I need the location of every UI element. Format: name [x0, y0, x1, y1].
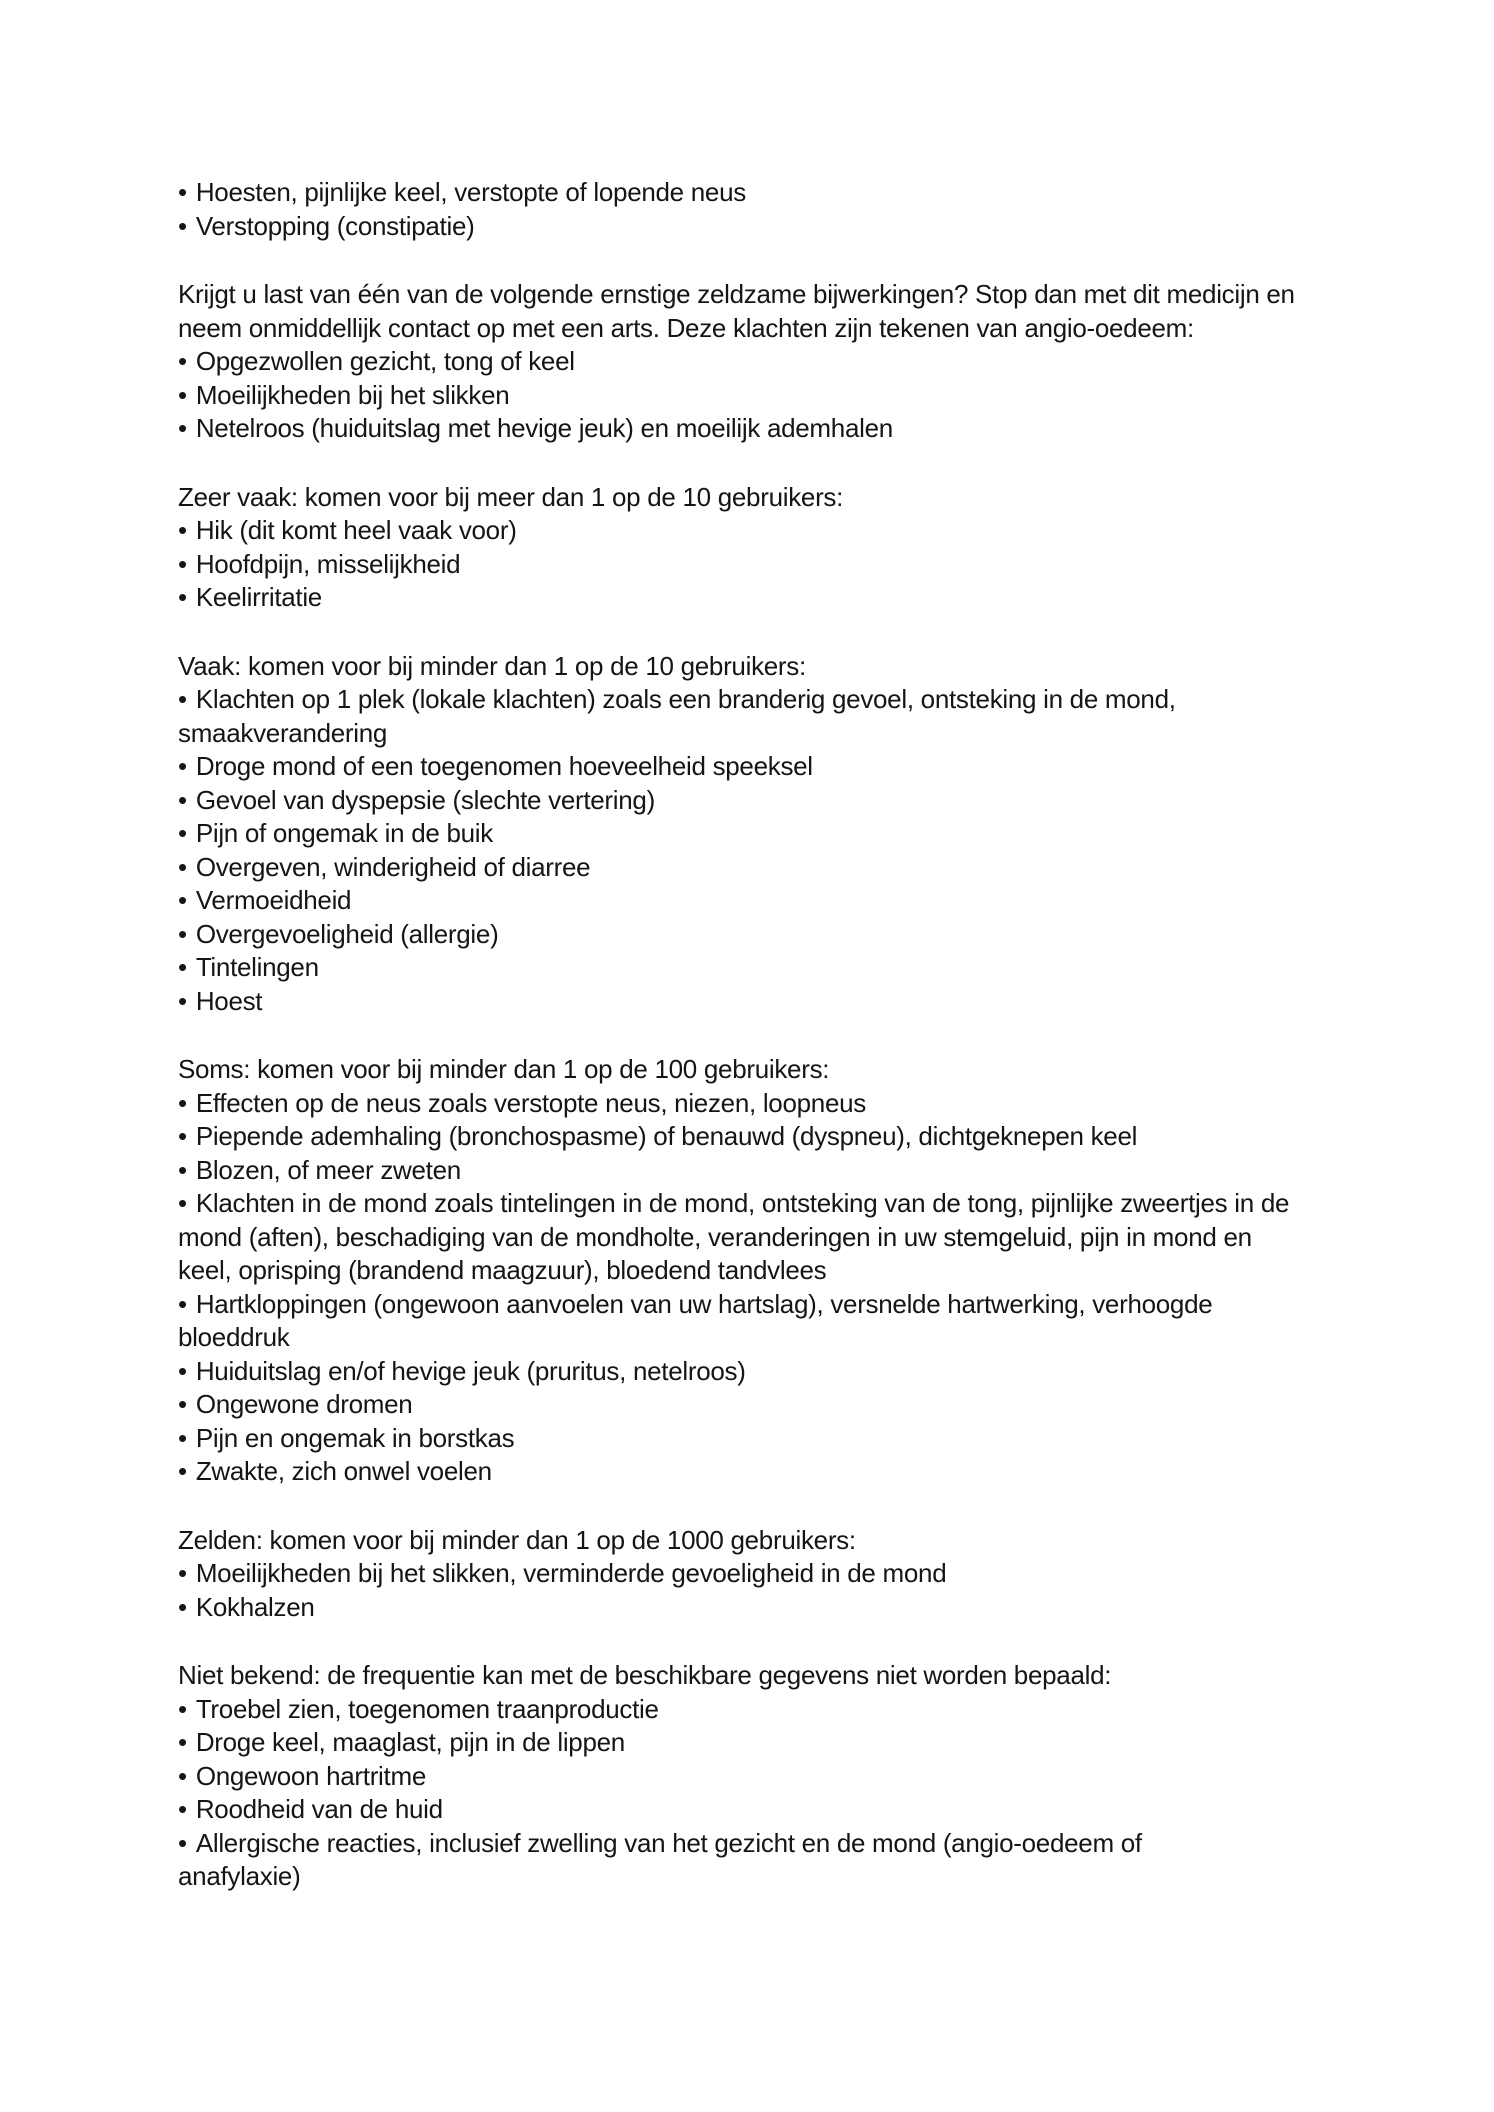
bullet-text: Vermoeidheid — [195, 885, 352, 915]
section-vaak — [178, 650, 1434, 1019]
bullet-line — [178, 581, 1434, 615]
bullet-line — [178, 884, 1434, 918]
section-niet-bekend — [178, 1659, 1434, 1894]
bullet-line — [178, 1557, 1434, 1591]
bullet-marker-icon: • — [178, 851, 187, 882]
bullet-text: Hartkloppingen (ongewoon aanvoelen van uw hartslag), versnelde hartwerking, verhoogde — [195, 1288, 1213, 1319]
bullet-marker-icon: • — [178, 210, 187, 241]
bullet-text: Klachten op 1 plek (lokale klachten) zoals een branderig gevoel, ontsteking in de mond, — [195, 684, 1176, 714]
text-line: neem onmiddellijk contact op met een arts. Deze klachten zijn tekenen van angio-oedeem: — [178, 312, 1194, 343]
bullet-text: Droge keel, maaglast, pijn in de lippen — [195, 1727, 625, 1757]
bullet-text: Gevoel van dyspepsie (slechte vertering) — [195, 784, 655, 815]
bullet-marker-icon: • — [178, 818, 187, 848]
bullet-line — [178, 379, 1434, 413]
bullet-marker-icon: • — [178, 1760, 187, 1791]
bullet-marker-icon: • — [178, 548, 187, 579]
bullet-marker-icon: • — [178, 885, 187, 915]
bullet-marker-icon: • — [178, 985, 187, 1016]
bullet-line — [178, 1793, 1434, 1827]
bullet-text: Moeilijkheden bij het slikken — [195, 379, 510, 410]
bullet-line — [178, 1455, 1434, 1489]
text-line: Zeer vaak: komen voor bij meer dan 1 op de 10 gebruikers: — [178, 481, 844, 512]
bullet-marker-icon: • — [178, 346, 187, 376]
bullet-marker-icon: • — [178, 413, 187, 443]
section-zeer-vaak — [178, 481, 1434, 615]
bullet-line — [178, 1288, 1434, 1322]
bullet-text: Hoest — [195, 985, 263, 1016]
bullet-text: Effecten op de neus zoals verstopte neus, niezen, loopneus — [195, 1087, 866, 1118]
bullet-line — [178, 951, 1434, 985]
bullet-text: Pijn of ongemak in de buik — [195, 818, 493, 848]
text-line: Soms: komen voor bij minder dan 1 op de 100 gebruikers: — [178, 1054, 830, 1084]
bullet-line — [178, 176, 1434, 210]
bullet-line — [178, 985, 1434, 1019]
bullet-marker-icon: • — [178, 1288, 187, 1319]
text-line: Zelden: komen voor bij minder dan 1 op de 1000 gebruikers: — [178, 1524, 856, 1555]
bullet-line — [178, 412, 1434, 446]
text-line: bloeddruk — [178, 1322, 290, 1352]
section-soms — [178, 1053, 1434, 1489]
bullet-text: Piepende ademhaling (bronchospasme) of benauwd (dyspneu), dichtgeknepen keel — [195, 1121, 1138, 1151]
text-line: Vaak: komen voor bij minder dan 1 op de 10 gebruikers: — [178, 650, 806, 681]
text-line: Niet bekend: de frequentie kan met de beschikbare gegevens niet worden bepaald: — [178, 1660, 1112, 1690]
bullet-text: Kokhalzen — [195, 1591, 315, 1622]
bullet-text: Allergische reacties, inclusief zwelling van het gezicht en de mond (angio-oedeem of — [195, 1827, 1142, 1858]
bullet-line — [178, 1693, 1434, 1727]
bullet-text: Ongewoon hartritme — [195, 1760, 426, 1791]
bullet-line — [178, 1591, 1434, 1625]
bullet-text: Ongewone dromen — [195, 1389, 413, 1419]
bullet-marker-icon: • — [178, 1422, 187, 1453]
bullet-text: Moeilijkheden bij het slikken, verminderde gevoeligheid in de mond — [195, 1558, 947, 1588]
bullet-line — [178, 514, 1434, 548]
bullet-line — [178, 784, 1434, 818]
bullet-text: Verstopping (constipatie) — [195, 210, 475, 241]
bullet-line — [178, 1726, 1434, 1760]
bullet-line — [178, 851, 1434, 885]
bullet-marker-icon: • — [178, 1188, 187, 1218]
bullet-line — [178, 210, 1434, 244]
bullet-marker-icon: • — [178, 751, 187, 781]
bullet-text: Netelroos (huiduitslag met hevige jeuk) en moeilijk ademhalen — [195, 413, 893, 443]
bullet-marker-icon: • — [178, 952, 187, 982]
bullet-marker-icon: • — [178, 1794, 187, 1824]
bullet-line — [178, 1120, 1434, 1154]
text-line: keel, oprisping (brandend maagzuur), bloedend tandvlees — [178, 1255, 827, 1285]
bullet-line — [178, 1355, 1434, 1389]
bullet-text: Opgezwollen gezicht, tong of keel — [195, 346, 575, 376]
bullet-line — [178, 817, 1434, 851]
bullet-line — [178, 1388, 1434, 1422]
text-line: mond (aften), beschadiging van de mondholte, veranderingen in uw stemgeluid, pijn in mond en — [178, 1221, 1252, 1252]
bullet-text: Droge mond of een toegenomen hoeveelheid speeksel — [195, 751, 813, 781]
bullet-line — [178, 1827, 1434, 1861]
text-line: anafylaxie) — [178, 1861, 301, 1891]
bullet-line — [178, 1422, 1434, 1456]
bullet-marker-icon: • — [178, 515, 187, 545]
bullet-text: Pijn en ongemak in borstkas — [195, 1422, 515, 1453]
text-line: smaakverandering — [178, 717, 388, 748]
bullet-text: Zwakte, zich onwel voelen — [195, 1456, 492, 1486]
bullet-line — [178, 1087, 1434, 1121]
bullet-line — [178, 1154, 1434, 1188]
bullet-line — [178, 345, 1434, 379]
bullet-marker-icon: • — [178, 1558, 187, 1588]
bullet-marker-icon: • — [178, 177, 187, 207]
bullet-text: Klachten in de mond zoals tintelingen in de mond, ontsteking van de tong, pijnlijke zweertjes in de — [195, 1188, 1290, 1218]
bullet-line — [178, 683, 1434, 717]
section-zelden — [178, 1524, 1434, 1625]
serious-side-effects-paragraph — [178, 278, 1434, 446]
bullet-marker-icon: • — [178, 918, 187, 949]
bullet-marker-icon: • — [178, 582, 187, 612]
bullet-marker-icon: • — [178, 1693, 187, 1724]
bullet-line — [178, 1760, 1434, 1794]
bullet-text: Huiduitslag en/of hevige jeuk (pruritus, netelroos) — [195, 1355, 746, 1386]
bullet-marker-icon: • — [178, 1827, 187, 1858]
bullet-text: Roodheid van de huid — [195, 1794, 443, 1824]
bullet-text: Overgevoeligheid (allergie) — [195, 918, 499, 949]
intro-bullet-list — [178, 176, 1434, 243]
bullet-marker-icon: • — [178, 784, 187, 815]
bullet-text: Hoofdpijn, misselijkheid — [195, 548, 461, 579]
bullet-marker-icon: • — [178, 1154, 187, 1185]
bullet-marker-icon: • — [178, 1727, 187, 1757]
bullet-marker-icon: • — [178, 1389, 187, 1419]
bullet-marker-icon: • — [178, 1087, 187, 1118]
bullet-text: Keelirritatie — [195, 582, 322, 612]
bullet-text: Hoesten, pijnlijke keel, verstopte of lopende neus — [195, 177, 746, 207]
bullet-marker-icon: • — [178, 1456, 187, 1486]
bullet-line — [178, 750, 1434, 784]
bullet-text: Troebel zien, toegenomen traanproductie — [195, 1693, 659, 1724]
bullet-marker-icon: • — [178, 1355, 187, 1386]
bullet-marker-icon: • — [178, 1121, 187, 1151]
bullet-line — [178, 918, 1434, 952]
bullet-text: Overgeven, winderigheid of diarree — [195, 851, 591, 882]
bullet-line — [178, 1187, 1434, 1221]
bullet-marker-icon: • — [178, 1591, 187, 1622]
bullet-marker-icon: • — [178, 684, 187, 714]
bullet-text: Tintelingen — [195, 952, 319, 982]
text-line: Krijgt u last van één van de volgende ernstige zeldzame bijwerkingen? Stop dan met dit medicijn en — [178, 279, 1295, 309]
bullet-text: Hik (dit komt heel vaak voor) — [195, 515, 517, 545]
bullet-line — [178, 548, 1434, 582]
bullet-marker-icon: • — [178, 379, 187, 410]
bullet-text: Blozen, of meer zweten — [195, 1154, 461, 1185]
